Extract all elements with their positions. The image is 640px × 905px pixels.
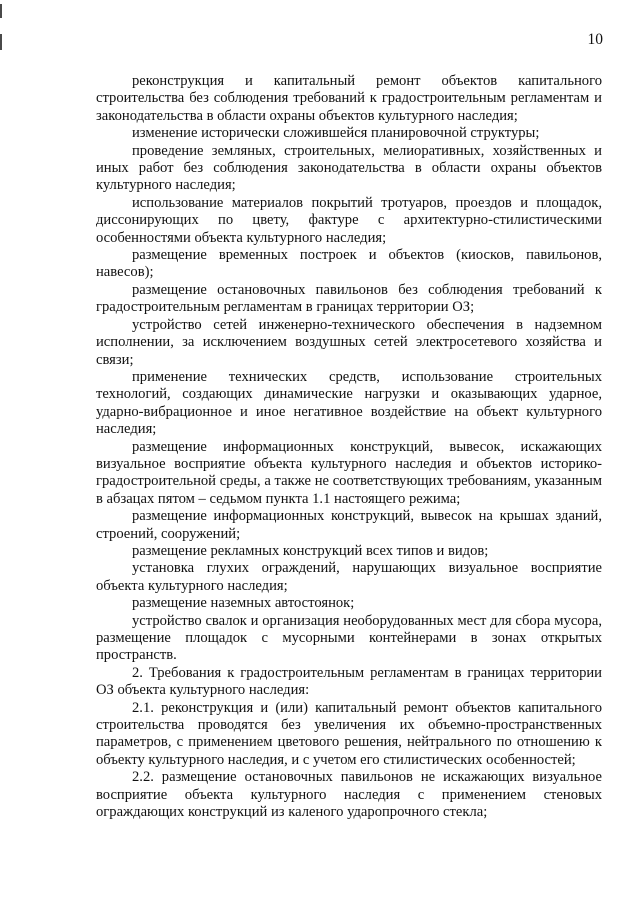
paragraph-section-2-heading: 2. Требования к градостроительным регламентам в границах территории ОЗ объекта культурного наследия: <box>96 664 602 699</box>
paragraph-earthworks: проведение земляных, строительных, мелиоративных, хозяйственных и иных работ без соблюдения законодательства в области охраны объектов культурного наследия; <box>96 142 602 194</box>
scan-edge-mark <box>0 34 2 50</box>
paragraph-technical-means: применение технических средств, использование строительных технологий, создающих динамические нагрузки и оказывающих ударное, ударно-вибрационное и иное негативное воздействие на объект культурного наследия; <box>96 368 602 438</box>
paragraph-2-2: 2.2. размещение остановочных павильонов не искажающих визуальное восприятие объекта культурного наследия с применением стеновых ограждающих конструкций из каленого ударопрочного стекла; <box>96 769 602 821</box>
paragraph-reconstruction: реконструкция и капитальный ремонт объектов капитального строительства без соблюдения требований к градостроительным регламентам и законодательства в области охраны объектов культурного наследия; <box>96 73 602 124</box>
paragraph-roof-signage: размещение информационных конструкций, вывесок на крышах зданий, строений, сооружений; <box>96 508 602 542</box>
paragraph-advertising: размещение рекламных конструкций всех типов и видов; <box>132 542 489 559</box>
paragraph-paving-materials: использование материалов покрытий тротуаров, проездов и площадок, диссонирующих по цвету, фактуре с архитектурно-стилистическими особенностями объекта культурного наследия; <box>96 194 602 246</box>
paragraph-planning-structure: изменение исторически сложившейся планировочной структуры; <box>132 125 540 142</box>
paragraph-bus-shelters: размещение остановочных павильонов без соблюдения требований к градостроительным регламентам в границах территории ОЗ; <box>96 281 602 316</box>
scan-edge-mark <box>0 4 2 18</box>
paragraph-utility-networks: устройство сетей инженерно-технического обеспечения в надземном исполнении, за исключением воздушных сетей электросетевого хозяйства и связи; <box>96 316 602 368</box>
paragraph-2-1: 2.1. реконструкция и (или) капитальный ремонт объектов капитального строительства проводятся без увеличения их объемно-пространственных параметров, с применением цветового решения, нейтрального по отношению к объекту культурного наследия, и с учетом его стилистических особенностей; <box>96 699 602 768</box>
paragraph-solid-fences: установка глухих ограждений, нарушающих визуальное восприятие объекта культурного наследия; <box>96 560 602 594</box>
paragraph-parking: размещение наземных автостоянок; <box>132 595 355 612</box>
document-body <box>96 73 602 821</box>
paragraph-temporary-structures: размещение временных построек и объектов (киосков, павильонов, навесов); <box>96 247 602 281</box>
paragraph-information-structures: размещение информационных конструкций, вывесок, искажающих визуальное восприятие объекта культурного наследия и объектов историко-градостроительной среды, а также не соответствующих требованиям, указанным в абзацах пятом – седьмом пункта 1.1 настоящего режима; <box>96 438 602 507</box>
paragraph-waste-sites: устройство свалок и организация необорудованных мест для сбора мусора, размещение площадок с мусорными контейнерами в зонах открытых пространств. <box>96 612 602 664</box>
page-number: 10 <box>587 31 603 48</box>
